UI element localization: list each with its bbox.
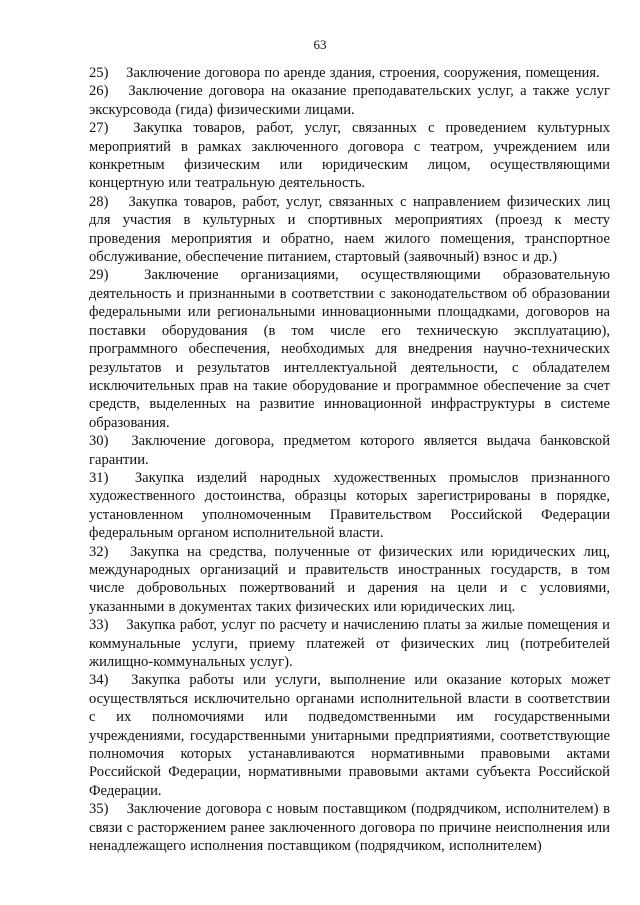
list-item-30: [89, 432, 610, 469]
item-number: 31): [89, 469, 109, 486]
list-item-35: [89, 800, 610, 855]
document-body: [89, 64, 610, 855]
list-item-32: [89, 543, 610, 617]
item-number: 25): [89, 65, 109, 81]
list-item-28: [89, 193, 610, 267]
item-text: Закупка работы или услуги, выполнение или оказание которых может осуществляться исключительно органами исполнительной власти в соответствии с их полномочиями или подведомственными им государственными учреждениями, государственными унитарными предприятиями, соответствующие полномочия которых устанавливаются нормативными правовыми актами Российской Федерации, нормативными правовыми актами субъекта Российской Федерации.: [89, 672, 610, 799]
item-text: Заключение договора с новым поставщиком (подрядчиком, исполнителем) в связи с расторжением ранее заключенного договора по причине неисполнения или ненадлежащего исполнения поставщиком (подрядчиком, исполнителем): [89, 801, 611, 855]
item-text: Закупка изделий народных художественных промыслов признанного художественного достоинства, образцы которых зарегистрированы в порядке, установленном уполномоченным Правительством Российской Федерации федеральным органом исполнительной власти.: [89, 469, 610, 542]
item-number: 35): [89, 801, 109, 818]
item-number: 32): [89, 543, 109, 560]
item-text: Закупка работ, услуг по расчету и начислению платы за жилые помещения и коммунальные услуги, приему платежей от физических лиц (потребителей жилищно-коммунальных услуг).: [89, 617, 610, 670]
list-item-34: [89, 671, 610, 800]
page-number: 63: [313, 37, 327, 52]
list-item-31: [89, 469, 610, 543]
item-number: 29): [89, 267, 109, 284]
item-text: Закупка товаров, работ, услуг, связанных с направлением физических лиц для участия в культурных и спортивных мероприятиях (проезд к месту проведения мероприятия и обратно, наем жилого помещения, транспортное обслуживание, обеспечение питанием, стартовый (заявочный) взнос и др.): [89, 193, 611, 266]
item-text: Заключение договора по аренде здания, строения, сооружения, помещения.: [126, 65, 600, 81]
item-number: 34): [89, 672, 109, 689]
item-number: 27): [89, 120, 109, 137]
list-item-27: [89, 119, 610, 193]
item-number: 26): [89, 83, 109, 100]
item-number: 33): [89, 617, 109, 634]
list-item-33: [89, 616, 610, 671]
list-item-26: [89, 82, 610, 119]
list-item-29: [89, 266, 610, 432]
item-text: Закупка товаров, работ, услуг, связанных с проведением культурных мероприятий в рамках заключенного договора с театром, учреждением или конкретным физическим или юридическим лицом, осуществляющими концертную или театральную деятельность.: [89, 120, 610, 192]
item-text: Заключение организациями, осуществляющими образовательную деятельность и признанными в соответствии с законодательством об образовании федеральными или региональными инновационными площадками, договоров на поставки оборудования (в том числе его техническую эксплуатацию), программного обеспечения, необходимых для внедрения научно-технических результатов и результатов интеллектуальной деятельности, с обладателем исключительных прав на такие оборудование и программное обеспечение за счет средств, выделенных на развитие инновационной инфраструктуры в системе образования.: [89, 267, 610, 431]
item-text: Заключение договора, предметом которого является выдача банковской гарантии.: [89, 433, 611, 468]
item-number: 30): [89, 433, 109, 450]
item-number: 28): [89, 193, 109, 210]
item-text: Заключение договора на оказание преподавательских услуг, а также услуг экскурсовода (гида) физическими лицами.: [89, 83, 610, 118]
item-text: Закупка на средства, полученные от физических или юридических лиц, международных организаций и правительств иностранных государств, в том числе добровольных пожертвований и дарения на цели и с условиями, указанными в документах таких физических или юридических лиц.: [89, 543, 610, 615]
list-item-25: [89, 64, 610, 82]
